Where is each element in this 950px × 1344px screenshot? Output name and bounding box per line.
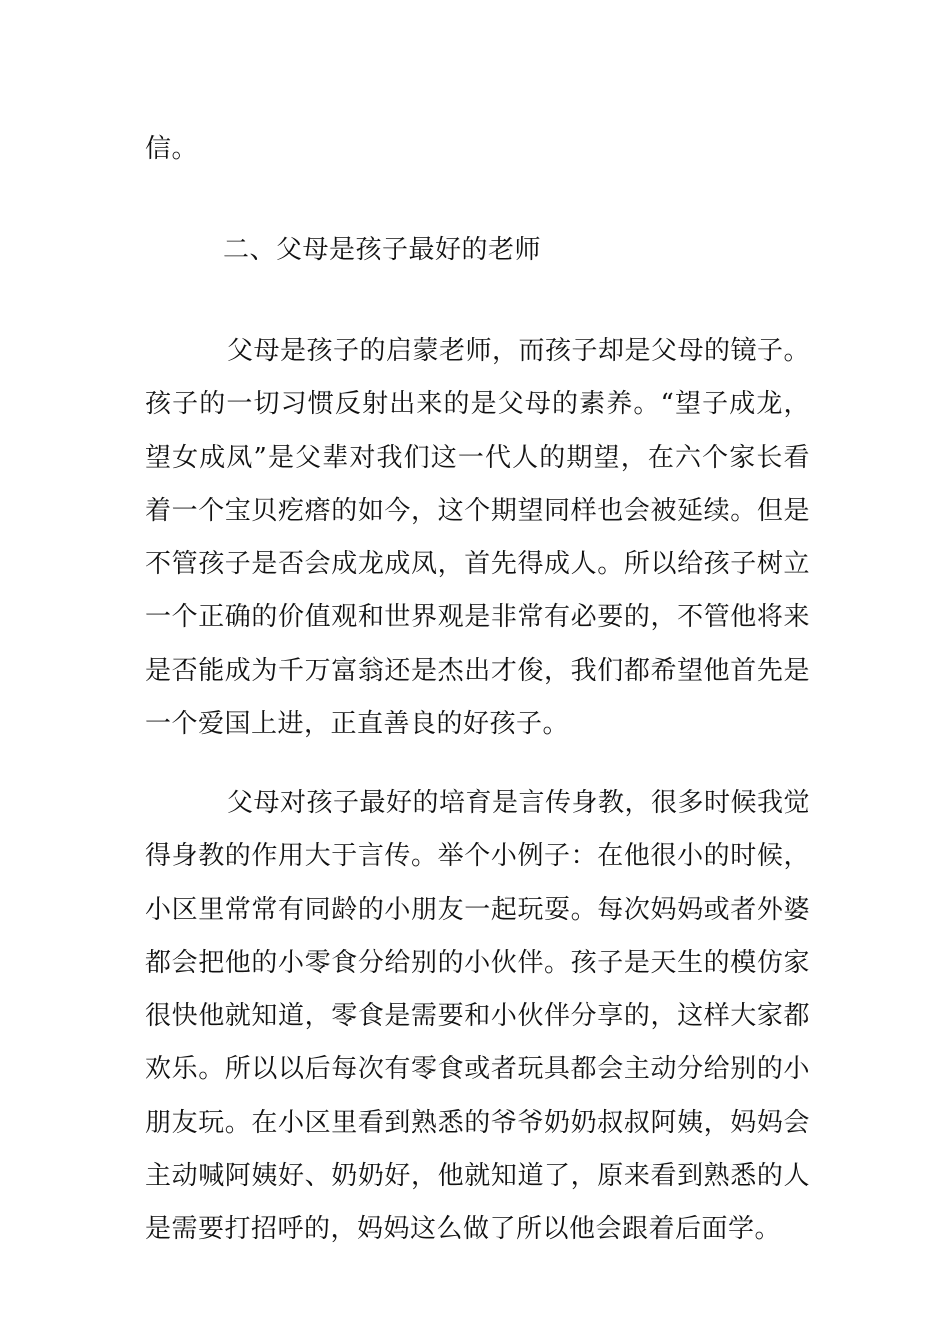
continuation-text: 信。 (145, 134, 199, 164)
section-heading: 二、父母是孩子最好的老师 (223, 235, 542, 265)
paragraph-2: 父母对孩子最好的培育是言传身教，很多时候我觉得身教的作用大于言传。举个小例子：在他很小的时候，小区里常常有同龄的小朋友一起玩耍。每次妈妈或者外婆都会把他的小零食分给别的小伙伴。孩子是天生的模仿家很快他就知道，零食是需要和小伙伴分享的，这样大家都欢乐。所以以后每次有零食或者玩具都会主动分给别的小朋友玩。在小区里看到熟悉的爷爷奶奶叔叔阿姨，妈妈会主动喊阿姨好、奶奶好，他就知道了，原来看到熟悉的人是需要打招呼的，妈妈这么做了所以他会跟着后面学。 (145, 788, 811, 1245)
paragraph-1: 父母是孩子的启蒙老师，而孩子却是父母的镜子。孩子的一切习惯反射出来的是父母的素养。“望子成龙，望女成凤”是父辈对我们这一代人的期望，在六个家长看着一个宝贝疙瘩的如今，这个期望同样也会被延续。但是不管孩子是否会成龙成凤，首先得成人。所以给孩子树立一个正确的价值观和世界观是非常有必要的，不管他将来是否能成为千万富翁还是杰出才俊，我们都希望他首先是一个爱国上进，正直善良的好孩子。 (145, 336, 811, 740)
